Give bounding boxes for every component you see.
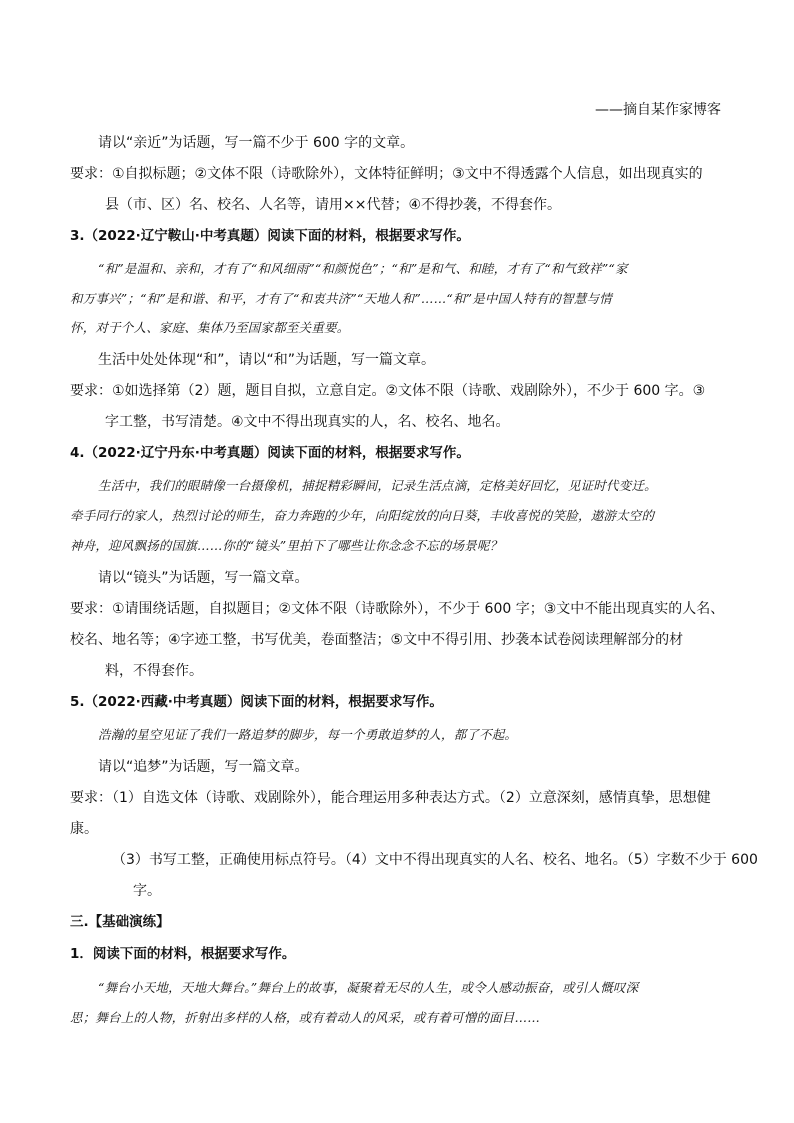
q3-requirement-line-2: 字工整，书写清楚。④文中不得出现真实的人，名、校名、地名。 bbox=[105, 414, 510, 430]
q2-requirement-line-1: 要求：①自拟标题；②文体不限（诗歌除外），文体特征鲜明；③文中不得透露个人信息，如出现真实的 bbox=[70, 166, 703, 182]
q4-requirement-line-1: 要求：①请围绕话题，自拟题目；②文体不限（诗歌除外），不少于 600 字；③文中不能出现真实的人名、 bbox=[70, 601, 725, 617]
q5-material-line-1: 浩瀚的星空见证了我们一路追梦的脚步，每一个勇敢追梦的人，都了不起。 bbox=[98, 727, 518, 742]
q5-requirement-line-3: （3）书写工整，正确使用标点符号。（4）文中不得出现真实的人名、校名、地名。（5）字数不少于 600 bbox=[112, 852, 758, 868]
q5-requirement-line-4: 字。 bbox=[133, 883, 161, 899]
b1-material-line-1: “舞台小天地，天地大舞台。”舞台上的故事，凝聚着无尽的人生，或令人感动振奋，或引人慨叹深 bbox=[98, 980, 639, 995]
b1-heading: 1．阅读下面的材料，根据要求写作。 bbox=[70, 946, 296, 962]
q5-prompt: 请以“追梦”为话题，写一篇文章。 bbox=[98, 759, 309, 775]
attribution: ——摘自某作家博客 bbox=[595, 102, 721, 118]
q4-material-line-1: 生活中，我们的眼睛像一台摄像机，捕捉精彩瞬间，记录生活点滴，定格美好回忆，见证时代变迁。 bbox=[98, 478, 657, 493]
q3-prompt: 生活中处处体现“和”，请以“和”为话题，写一篇文章。 bbox=[98, 352, 436, 368]
q3-heading: 3.（2022·辽宁鞍山·中考真题）阅读下面的材料，根据要求写作。 bbox=[70, 228, 470, 244]
q3-requirement-line-1: 要求：①如选择第（2）题，题目自拟，立意自定。②文体不限（诗歌、戏剧除外），不少于 600 字。③ bbox=[70, 383, 706, 399]
q4-prompt: 请以“镜头”为话题，写一篇文章。 bbox=[98, 570, 309, 586]
section-3-heading: 三.【基础演练】 bbox=[70, 914, 170, 930]
q3-material-line-1: “和”是温和、亲和，才有了“和风细雨”“和颜悦色”；“和”是和气、和睦，才有了“和气致祥”“家 bbox=[98, 261, 628, 276]
q5-heading: 5.（2022·西藏·中考真题）阅读下面的材料，根据要求写作。 bbox=[70, 694, 443, 710]
q2-requirement-line-2: 县（市、区）名、校名、人名等，请用××代替；④不得抄袭，不得套作。 bbox=[105, 197, 562, 213]
q4-material-line-2: 牵手同行的家人，热烈讨论的师生，奋力奔跑的少年，向阳绽放的向日葵，丰收喜悦的笑脸，遨游太空的 bbox=[70, 508, 655, 523]
q4-heading: 4.（2022·辽宁丹东·中考真题）阅读下面的材料，根据要求写作。 bbox=[70, 445, 470, 461]
q3-material-line-2: 和万事兴”；“和”是和谐、和平，才有了“和衷共济”“天地人和”……“和”是中国人特有的智慧与情 bbox=[70, 291, 612, 306]
q5-requirement-line-2: 康。 bbox=[70, 821, 98, 837]
q4-requirement-line-3: 料，不得套作。 bbox=[105, 663, 203, 679]
q3-material-line-3: 怀，对于个人、家庭、集体乃至国家都至关重要。 bbox=[70, 320, 350, 335]
q5-requirement-line-1: 要求：（1）自选文体（诗歌、戏剧除外），能合理运用多种表达方式。（2）立意深刻，感情真挚，思想健 bbox=[70, 790, 711, 806]
q2-prompt: 请以“亲近”为话题，写一篇不少于 600 字的文章。 bbox=[98, 135, 415, 151]
b1-material-line-2: 思；舞台上的人物，折射出多样的人格，或有着动人的风采，或有着可憎的面目…… bbox=[70, 1010, 540, 1025]
q4-requirement-line-2: 校名、地名等；④字迹工整，书写优美，卷面整洁；⑤文中不得引用、抄袭本试卷阅读理解部分的材 bbox=[70, 632, 684, 648]
q4-material-line-3: 神舟，迎风飘扬的国旗……你的“镜头”里拍下了哪些让你念念不忘的场景呢？ bbox=[70, 538, 503, 553]
